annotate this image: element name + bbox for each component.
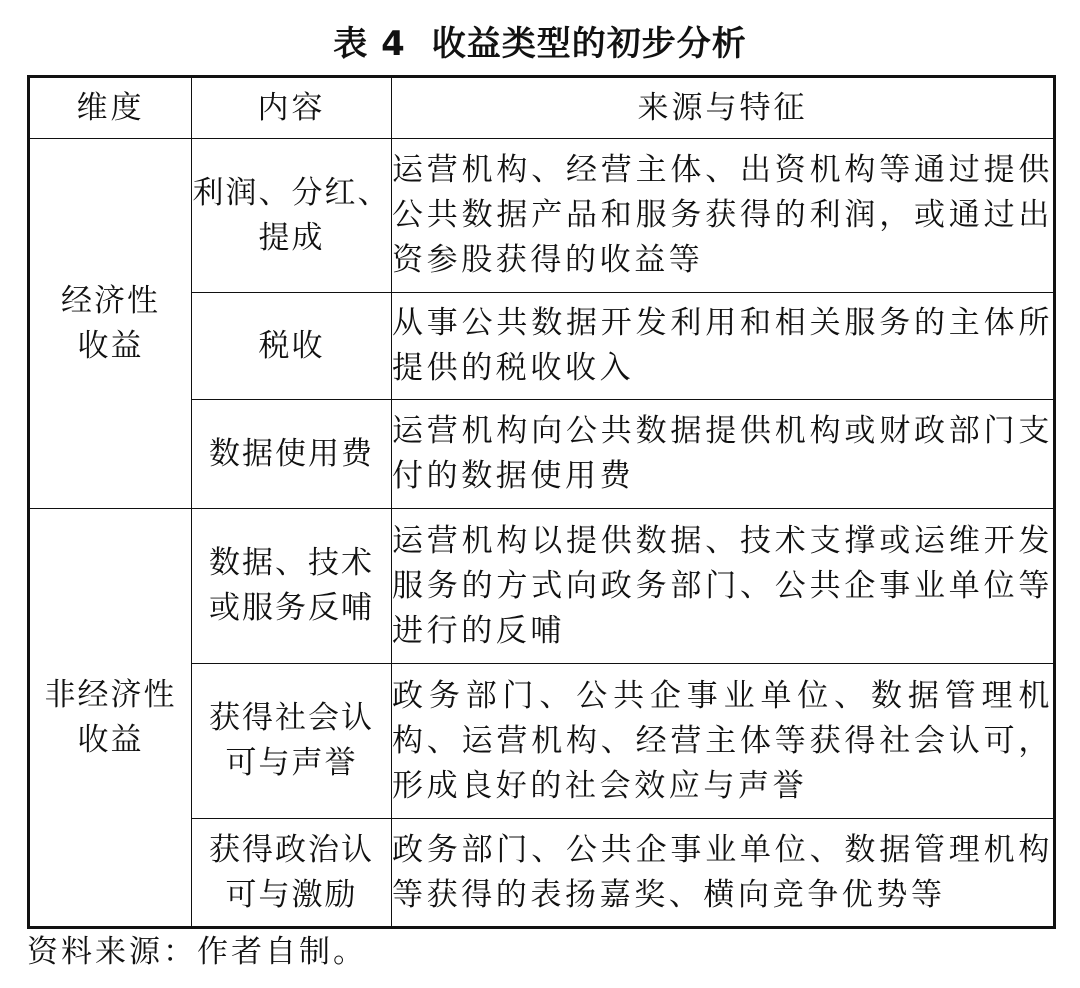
content-cell bbox=[192, 819, 392, 928]
column-header-source: 来源与特征 bbox=[392, 77, 1055, 139]
content-line: 利润、分红、 bbox=[192, 174, 391, 211]
dimension-cell-non-economic bbox=[29, 509, 192, 928]
content-line: 或服务反哺 bbox=[209, 590, 374, 626]
dimension-line: 收益 bbox=[77, 327, 144, 364]
content-cell bbox=[192, 509, 392, 664]
content-line: 可与声誉 bbox=[225, 745, 358, 781]
source-cell: 运营机构向公共数据提供机构或财政部门支付的数据使用费 bbox=[392, 400, 1055, 509]
content-cell bbox=[192, 139, 392, 293]
content-cell bbox=[192, 293, 392, 400]
table-row bbox=[29, 509, 1055, 664]
dimension-line: 收益 bbox=[77, 721, 144, 758]
dimension-cell-economic bbox=[29, 139, 192, 509]
table-title: 收益类型的初步分析 bbox=[431, 24, 747, 64]
column-header-dimension: 维度 bbox=[29, 77, 192, 139]
page-title bbox=[0, 18, 1080, 70]
content-cell bbox=[192, 664, 392, 819]
content-line: 可与激励 bbox=[225, 876, 358, 913]
source-note: 资料来源：作者自制。 bbox=[27, 934, 367, 970]
content-line: 数据、技术 bbox=[209, 545, 374, 581]
content-line: 税收 bbox=[258, 327, 325, 364]
content-cell bbox=[192, 400, 392, 509]
content-line: 获得社会认 bbox=[209, 700, 374, 736]
content-line: 提成 bbox=[258, 219, 325, 256]
source-cell: 政务部门、公共企事业单位、数据管理机构等获得的表扬嘉奖、横向竞争优势等 bbox=[392, 819, 1055, 928]
source-cell: 运营机构以提供数据、技术支撑或运维开发服务的方式向政务部门、公共企事业单位等进行的反哺 bbox=[392, 509, 1055, 664]
dimension-line: 经济性 bbox=[61, 282, 160, 319]
source-cell: 运营机构、经营主体、出资机构等通过提供公共数据产品和服务获得的利润，或通过出资参股获得的收益等 bbox=[392, 139, 1055, 293]
table-row bbox=[29, 139, 1055, 293]
table-number: 表 4 bbox=[333, 24, 406, 64]
source-cell: 政务部门、公共企事业单位、数据管理机构、运营机构、经营主体等获得社会认可，形成良好的社会效应与声誉 bbox=[392, 664, 1055, 819]
content-line: 获得政治认 bbox=[209, 831, 374, 868]
column-header-content: 内容 bbox=[192, 77, 392, 139]
content-line: 数据使用费 bbox=[209, 435, 374, 472]
source-cell: 从事公共数据开发利用和相关服务的主体所提供的税收收入 bbox=[392, 293, 1055, 400]
table-header-row bbox=[29, 77, 1055, 139]
revenue-type-table bbox=[27, 75, 1056, 929]
dimension-line: 非经济性 bbox=[44, 676, 177, 713]
